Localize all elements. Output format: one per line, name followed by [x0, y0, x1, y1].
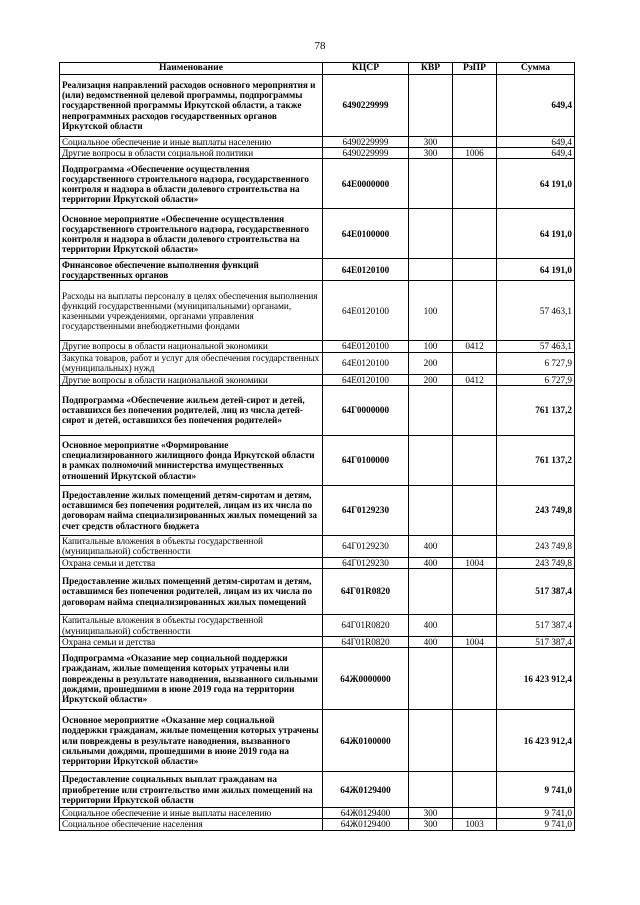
cell-name: Предоставление жилых помещений детям-сиротам и детям, оставшимся без попечения родителей, лицам из их числа по договорам найма специализированных жилых помещений за счет средств областного бюджета [60, 485, 323, 535]
cell-kcsr: 64Ж0100000 [323, 710, 409, 772]
cell-kvr: 300 [409, 819, 453, 830]
cell-rzpr: 1003 [453, 819, 497, 830]
table-row [60, 637, 575, 648]
cell-kvr [409, 159, 453, 209]
table-row [60, 648, 575, 710]
page-number: 78 [314, 40, 326, 52]
budget-table [59, 62, 575, 831]
cell-sum: 761 137,2 [497, 385, 575, 435]
cell-name: Другие вопросы в области социальной политики [60, 148, 323, 159]
cell-name: Финансовое обеспечение выполнения функций государственных органов [60, 259, 323, 281]
table-row [60, 385, 575, 435]
cell-kcsr: 64Е0100000 [323, 209, 409, 259]
cell-kvr: 300 [409, 808, 453, 819]
cell-kcsr: 64Г0000000 [323, 385, 409, 435]
cell-rzpr [453, 435, 497, 485]
cell-rzpr: 0412 [453, 341, 497, 352]
cell-rzpr: 1004 [453, 637, 497, 648]
cell-name: Социальное обеспечение и иные выплаты населению [60, 808, 323, 819]
table-row [60, 710, 575, 772]
cell-kcsr: 64Ж0000000 [323, 648, 409, 710]
cell-kvr [409, 259, 453, 281]
cell-kcsr: 64Е0120100 [323, 259, 409, 281]
cell-rzpr [453, 808, 497, 819]
table-row [60, 148, 575, 159]
table-row [60, 615, 575, 637]
cell-rzpr [453, 159, 497, 209]
cell-kcsr: 64Г0129230 [323, 557, 409, 568]
cell-name: Другие вопросы в области национальной экономики [60, 341, 323, 352]
cell-rzpr [453, 535, 497, 557]
cell-sum: 761 137,2 [497, 435, 575, 485]
table-row [60, 435, 575, 485]
table-row [60, 209, 575, 259]
cell-name: Основное мероприятие «Оказание мер социальной поддержки гражданам, жилые помещения которых утрачены или повреждены в результате наводнения, вызванного сильными дождями, прошедшими в июне 2019 года на территории Иркутской области» [60, 710, 323, 772]
cell-name: Социальное обеспечение населения [60, 819, 323, 830]
cell-rzpr [453, 137, 497, 148]
cell-sum: 649,4 [497, 148, 575, 159]
cell-kcsr: 64Е0120100 [323, 341, 409, 352]
table-row [60, 137, 575, 148]
cell-rzpr [453, 281, 497, 341]
cell-kcsr: 64Ж0129400 [323, 772, 409, 808]
cell-kcsr: 64Е0120100 [323, 281, 409, 341]
table-row [60, 808, 575, 819]
cell-name: Расходы на выплаты персоналу в целях обеспечения выполнения функций государственными (муниципальными) органами, казенными учреждениями, органами управления государственными внебюджетными фондами [60, 281, 323, 341]
cell-kcsr: 64Ж0129400 [323, 819, 409, 830]
cell-sum: 243 749,8 [497, 535, 575, 557]
table-header-row [60, 63, 575, 75]
cell-sum: 649,4 [497, 75, 575, 137]
cell-kvr: 200 [409, 374, 453, 385]
cell-sum: 9 741,0 [497, 808, 575, 819]
cell-kvr [409, 569, 453, 615]
cell-kvr [409, 648, 453, 710]
cell-kcsr: 64Г0100000 [323, 435, 409, 485]
cell-name: Другие вопросы в области национальной экономики [60, 374, 323, 385]
cell-rzpr [453, 648, 497, 710]
cell-rzpr [453, 772, 497, 808]
cell-rzpr: 0412 [453, 374, 497, 385]
header-name: Наименование [60, 63, 323, 75]
cell-rzpr [453, 485, 497, 535]
cell-kcsr: 64Г01R0820 [323, 569, 409, 615]
table-row [60, 569, 575, 615]
table-row [60, 535, 575, 557]
cell-kvr [409, 385, 453, 435]
cell-kvr [409, 435, 453, 485]
table-row [60, 485, 575, 535]
cell-kvr: 100 [409, 341, 453, 352]
cell-rzpr [453, 710, 497, 772]
cell-kcsr: 64Г0129230 [323, 535, 409, 557]
table-row [60, 557, 575, 568]
cell-rzpr [453, 352, 497, 374]
header-rzpr: РзПР [453, 63, 497, 75]
cell-sum: 9 741,0 [497, 772, 575, 808]
cell-name: Предоставление социальных выплат гражданам на приобретение или строительство ими жилых помещений на территории Иркутской области [60, 772, 323, 808]
table-row [60, 374, 575, 385]
cell-sum: 517 387,4 [497, 615, 575, 637]
cell-sum: 64 191,0 [497, 259, 575, 281]
table-row [60, 281, 575, 341]
cell-sum: 57 463,1 [497, 281, 575, 341]
cell-kvr: 400 [409, 557, 453, 568]
cell-rzpr: 1004 [453, 557, 497, 568]
cell-kvr [409, 485, 453, 535]
cell-sum: 243 749,8 [497, 557, 575, 568]
cell-kcsr: 64Г0129230 [323, 485, 409, 535]
cell-sum: 16 423 912,4 [497, 648, 575, 710]
cell-kvr: 400 [409, 637, 453, 648]
cell-sum: 243 749,8 [497, 485, 575, 535]
cell-kcsr: 6490229999 [323, 148, 409, 159]
cell-sum: 517 387,4 [497, 637, 575, 648]
header-kvr: КВР [409, 63, 453, 75]
table-row [60, 159, 575, 209]
cell-kvr: 200 [409, 352, 453, 374]
cell-rzpr [453, 259, 497, 281]
table-body [60, 75, 575, 831]
cell-sum: 64 191,0 [497, 209, 575, 259]
header-sum: Сумма [497, 63, 575, 75]
cell-name: Охрана семьи и детства [60, 637, 323, 648]
table-row [60, 772, 575, 808]
cell-rzpr [453, 75, 497, 137]
cell-name: Охрана семьи и детства [60, 557, 323, 568]
cell-sum: 6 727,9 [497, 374, 575, 385]
cell-name: Капитальные вложения в объекты государственной (муниципальной) собственности [60, 615, 323, 637]
cell-kcsr: 64Г01R0820 [323, 637, 409, 648]
cell-name: Подпрограмма «Оказание мер социальной поддержки гражданам, жилые помещения которых утрачены или повреждены в результате наводнения, вызванного сильными дождями, прошедшими в июне 2019 года на территории Иркутской области» [60, 648, 323, 710]
cell-kcsr: 64Е0120100 [323, 352, 409, 374]
cell-rzpr [453, 385, 497, 435]
cell-rzpr: 1006 [453, 148, 497, 159]
cell-name: Предоставление жилых помещений детям-сиротам и детям, оставшимся без попечения родителей, лицам из их числа по договорам найма специализированных жилых помещений [60, 569, 323, 615]
cell-rzpr [453, 569, 497, 615]
cell-sum: 64 191,0 [497, 159, 575, 209]
cell-sum: 57 463,1 [497, 341, 575, 352]
cell-kvr: 400 [409, 615, 453, 637]
cell-name: Подпрограмма «Обеспечение осуществления государственного строительного надзора, государственного контроля и надзора в области долевого строительства на территории Иркутской области» [60, 159, 323, 209]
cell-sum: 649,4 [497, 137, 575, 148]
cell-sum: 517 387,4 [497, 569, 575, 615]
cell-kcsr: 64Е0120100 [323, 374, 409, 385]
cell-rzpr [453, 209, 497, 259]
cell-name: Закупка товаров, работ и услуг для обеспечения государственных (муниципальных) нужд [60, 352, 323, 374]
cell-name: Социальное обеспечение и иные выплаты населению [60, 137, 323, 148]
cell-kvr [409, 772, 453, 808]
cell-name: Капитальные вложения в объекты государственной (муниципальной) собственности [60, 535, 323, 557]
table-row [60, 259, 575, 281]
cell-kvr: 300 [409, 137, 453, 148]
table-row [60, 352, 575, 374]
cell-name: Подпрограмма «Обеспечение жильем детей-сирот и детей, оставшихся без попечения родителей, лиц из числа детей-сирот и детей, оставшихся без попечения родителей» [60, 385, 323, 435]
table-row [60, 819, 575, 830]
cell-rzpr [453, 615, 497, 637]
cell-kcsr: 6490229999 [323, 75, 409, 137]
cell-kvr [409, 209, 453, 259]
cell-kvr: 400 [409, 535, 453, 557]
table-row [60, 341, 575, 352]
cell-name: Реализация направлений расходов основного мероприятия и (или) ведомственной целевой программы, подпрограммы государственной программы Иркутской области, а также непрограммных расходов государственных органов Иркутской области [60, 75, 323, 137]
cell-kcsr: 64Е0000000 [323, 159, 409, 209]
cell-kcsr: 64Ж0129400 [323, 808, 409, 819]
cell-kvr: 100 [409, 281, 453, 341]
cell-kvr: 300 [409, 148, 453, 159]
cell-kvr [409, 710, 453, 772]
header-kcsr: КЦСР [323, 63, 409, 75]
cell-kvr [409, 75, 453, 137]
cell-sum: 6 727,9 [497, 352, 575, 374]
cell-name: Основное мероприятие «Обеспечение осуществления государственного строительного надзора, государственного контроля и надзора в области долевого строительства на территории Иркутской области» [60, 209, 323, 259]
table-row [60, 75, 575, 137]
cell-kcsr: 64Г01R0820 [323, 615, 409, 637]
cell-name: Основное мероприятие «Формирование специализированного жилищного фонда Иркутской области в рамках полномочий министерства имущественных отношений Иркутской области» [60, 435, 323, 485]
cell-sum: 16 423 912,4 [497, 710, 575, 772]
cell-sum: 9 741,0 [497, 819, 575, 830]
cell-kcsr: 6490229999 [323, 137, 409, 148]
